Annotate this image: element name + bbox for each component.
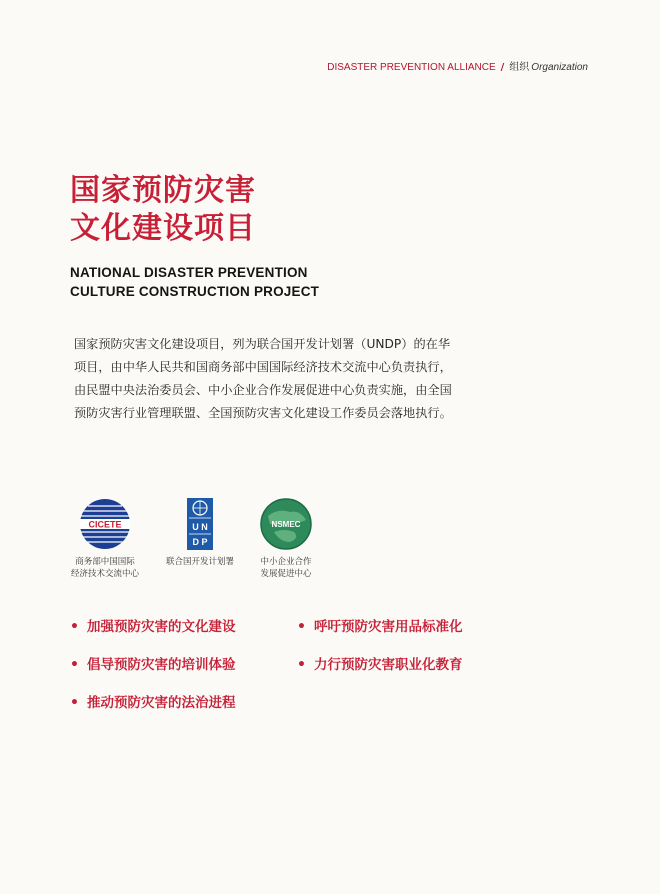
undp-logo-icon <box>187 498 213 550</box>
title-cn-line2: 文化建设项目 <box>70 211 256 246</box>
page-title-cn <box>70 172 256 248</box>
page-title-en <box>70 263 319 301</box>
cicete-caption-line2: 经济技术交流中心 <box>70 569 139 579</box>
bullet-text: 推动预防灾害的法治进程 <box>86 695 236 711</box>
bullet-item-2 <box>297 615 462 635</box>
svg-text:NSMEC: NSMEC <box>271 520 301 529</box>
svg-text:CICETE: CICETE <box>88 519 122 530</box>
page-header <box>327 58 588 73</box>
title-cn-line1: 国家预防灾害 <box>70 173 256 208</box>
bullet-text: 加强预防灾害的文化建设 <box>86 619 236 635</box>
header-section-cn: 组织 <box>509 62 530 73</box>
bullet-dot-icon: • <box>70 657 79 673</box>
bullet-dot-icon: • <box>297 619 306 635</box>
logo-cicete <box>50 498 160 580</box>
header-section-org: Organization <box>531 62 588 73</box>
cicete-caption-line1: 商务部中国国际 <box>75 557 135 567</box>
svg-text:D P: D P <box>192 537 208 547</box>
bullet-text: 力行预防灾害职业化教育 <box>313 657 463 673</box>
svg-text:U N: U N <box>192 522 208 532</box>
bullet-dot-icon: • <box>297 657 306 673</box>
logo-nsmec <box>231 498 341 580</box>
bullet-item-1 <box>70 615 235 635</box>
bullet-text: 呼吁预防灾害用品标准化 <box>313 619 463 635</box>
bullet-dot-icon: • <box>70 695 79 711</box>
undp-caption-line1: 联合国开发计划署 <box>165 557 234 567</box>
header-separator: / <box>500 62 505 73</box>
nsmec-caption-line2: 发展促进中心 <box>260 569 312 579</box>
header-section-en: DISASTER PREVENTION ALLIANCE <box>327 62 496 73</box>
bullet-item-4 <box>297 653 462 673</box>
nsmec-globe-icon <box>260 498 312 550</box>
bullet-item-3 <box>70 653 235 673</box>
cicete-logo-icon <box>79 498 131 550</box>
nsmec-caption-line1: 中小企业合作 <box>260 557 312 567</box>
title-en-line2: CULTURE CONSTRUCTION PROJECT <box>70 284 320 299</box>
title-en-line1: NATIONAL DISASTER PREVENTION <box>70 265 308 280</box>
bullet-text: 倡导预防灾害的培训体验 <box>86 657 236 673</box>
bullet-item-5 <box>70 691 235 711</box>
body-paragraph: 国家预防灾害文化建设项目，列为联合国开发计划署（UNDP）的在华项目，由中华人民共和国商务部中国国际经济技术交流中心负责执行，由民盟中央法治委员会、中小企业合作发展促进中心负责实施，由全国预防灾害行业管理联盟、全国预防灾害文化建设工作委员会落地执行。 <box>74 337 452 420</box>
bullet-dot-icon: • <box>70 619 79 635</box>
